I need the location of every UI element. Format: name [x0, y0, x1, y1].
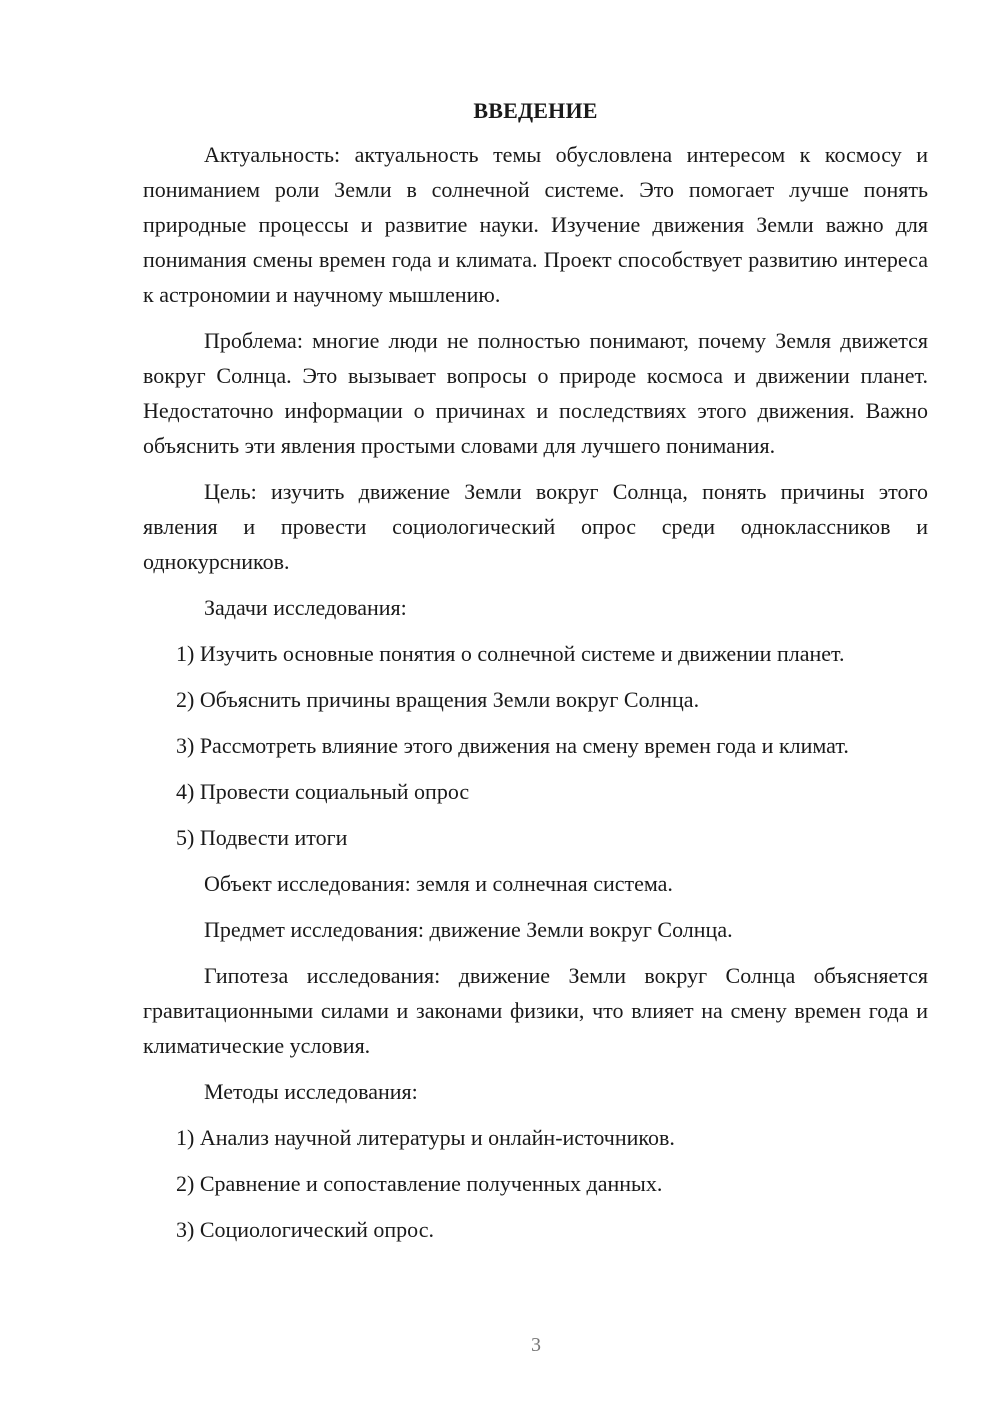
- problem-paragraph: Проблема: многие люди не полностью понимают, почему Земля движется вокруг Солнца. Это вызывает вопросы о природе космоса и движении планет. Недостаточно информации о причинах и последствиях этого движения. Важно объяснить эти явления простыми словами для лучшего понимания.: [143, 328, 928, 458]
- task-item: 1) Изучить основные понятия о солнечной системе и движении планет.: [176, 641, 845, 666]
- task-item: 4) Провести социальный опрос: [176, 779, 470, 804]
- goal-paragraph: Цель: изучить движение Земли вокруг Солнца, понять причины этого явления и провести социологический опрос среди одноклассников и однокурсников.: [143, 479, 928, 574]
- method-item: 2) Сравнение и сопоставление полученных данных.: [176, 1171, 663, 1196]
- object-paragraph: Объект исследования: земля и солнечная система.: [204, 871, 673, 896]
- task-item: 2) Объяснить причины вращения Земли вокруг Солнца.: [176, 687, 700, 712]
- methods-heading: Методы исследования:: [204, 1079, 418, 1104]
- task-item: 3) Рассмотреть влияние этого движения на смену времен года и климат.: [176, 733, 849, 758]
- relevance-paragraph: Актуальность: актуальность темы обусловлена интересом к космосу и пониманием роли Земли в солнечной системе. Это помогает лучше понять природные процессы и развитие науки. Изучение движения Земли важно для понимания смены времен года и климата. Проект способствует развитию интереса к астрономии и научному мышлению.: [143, 142, 928, 307]
- page-number: 3: [531, 1334, 541, 1356]
- tasks-heading: Задачи исследования:: [204, 595, 407, 620]
- subject-paragraph: Предмет исследования: движение Земли вокруг Солнца.: [204, 917, 733, 942]
- task-item: 5) Подвести итоги: [176, 825, 348, 850]
- page-heading: ВВЕДЕНИЕ: [473, 98, 598, 123]
- hypothesis-paragraph: Гипотеза исследования: движение Земли вокруг Солнца объясняется гравитационными силами и законами физики, что влияет на смену времен года и климатические условия.: [143, 963, 928, 1058]
- method-item: 3) Социологический опрос.: [176, 1217, 434, 1242]
- method-item: 1) Анализ научной литературы и онлайн-источников.: [176, 1125, 675, 1150]
- page-content: [143, 94, 928, 1247]
